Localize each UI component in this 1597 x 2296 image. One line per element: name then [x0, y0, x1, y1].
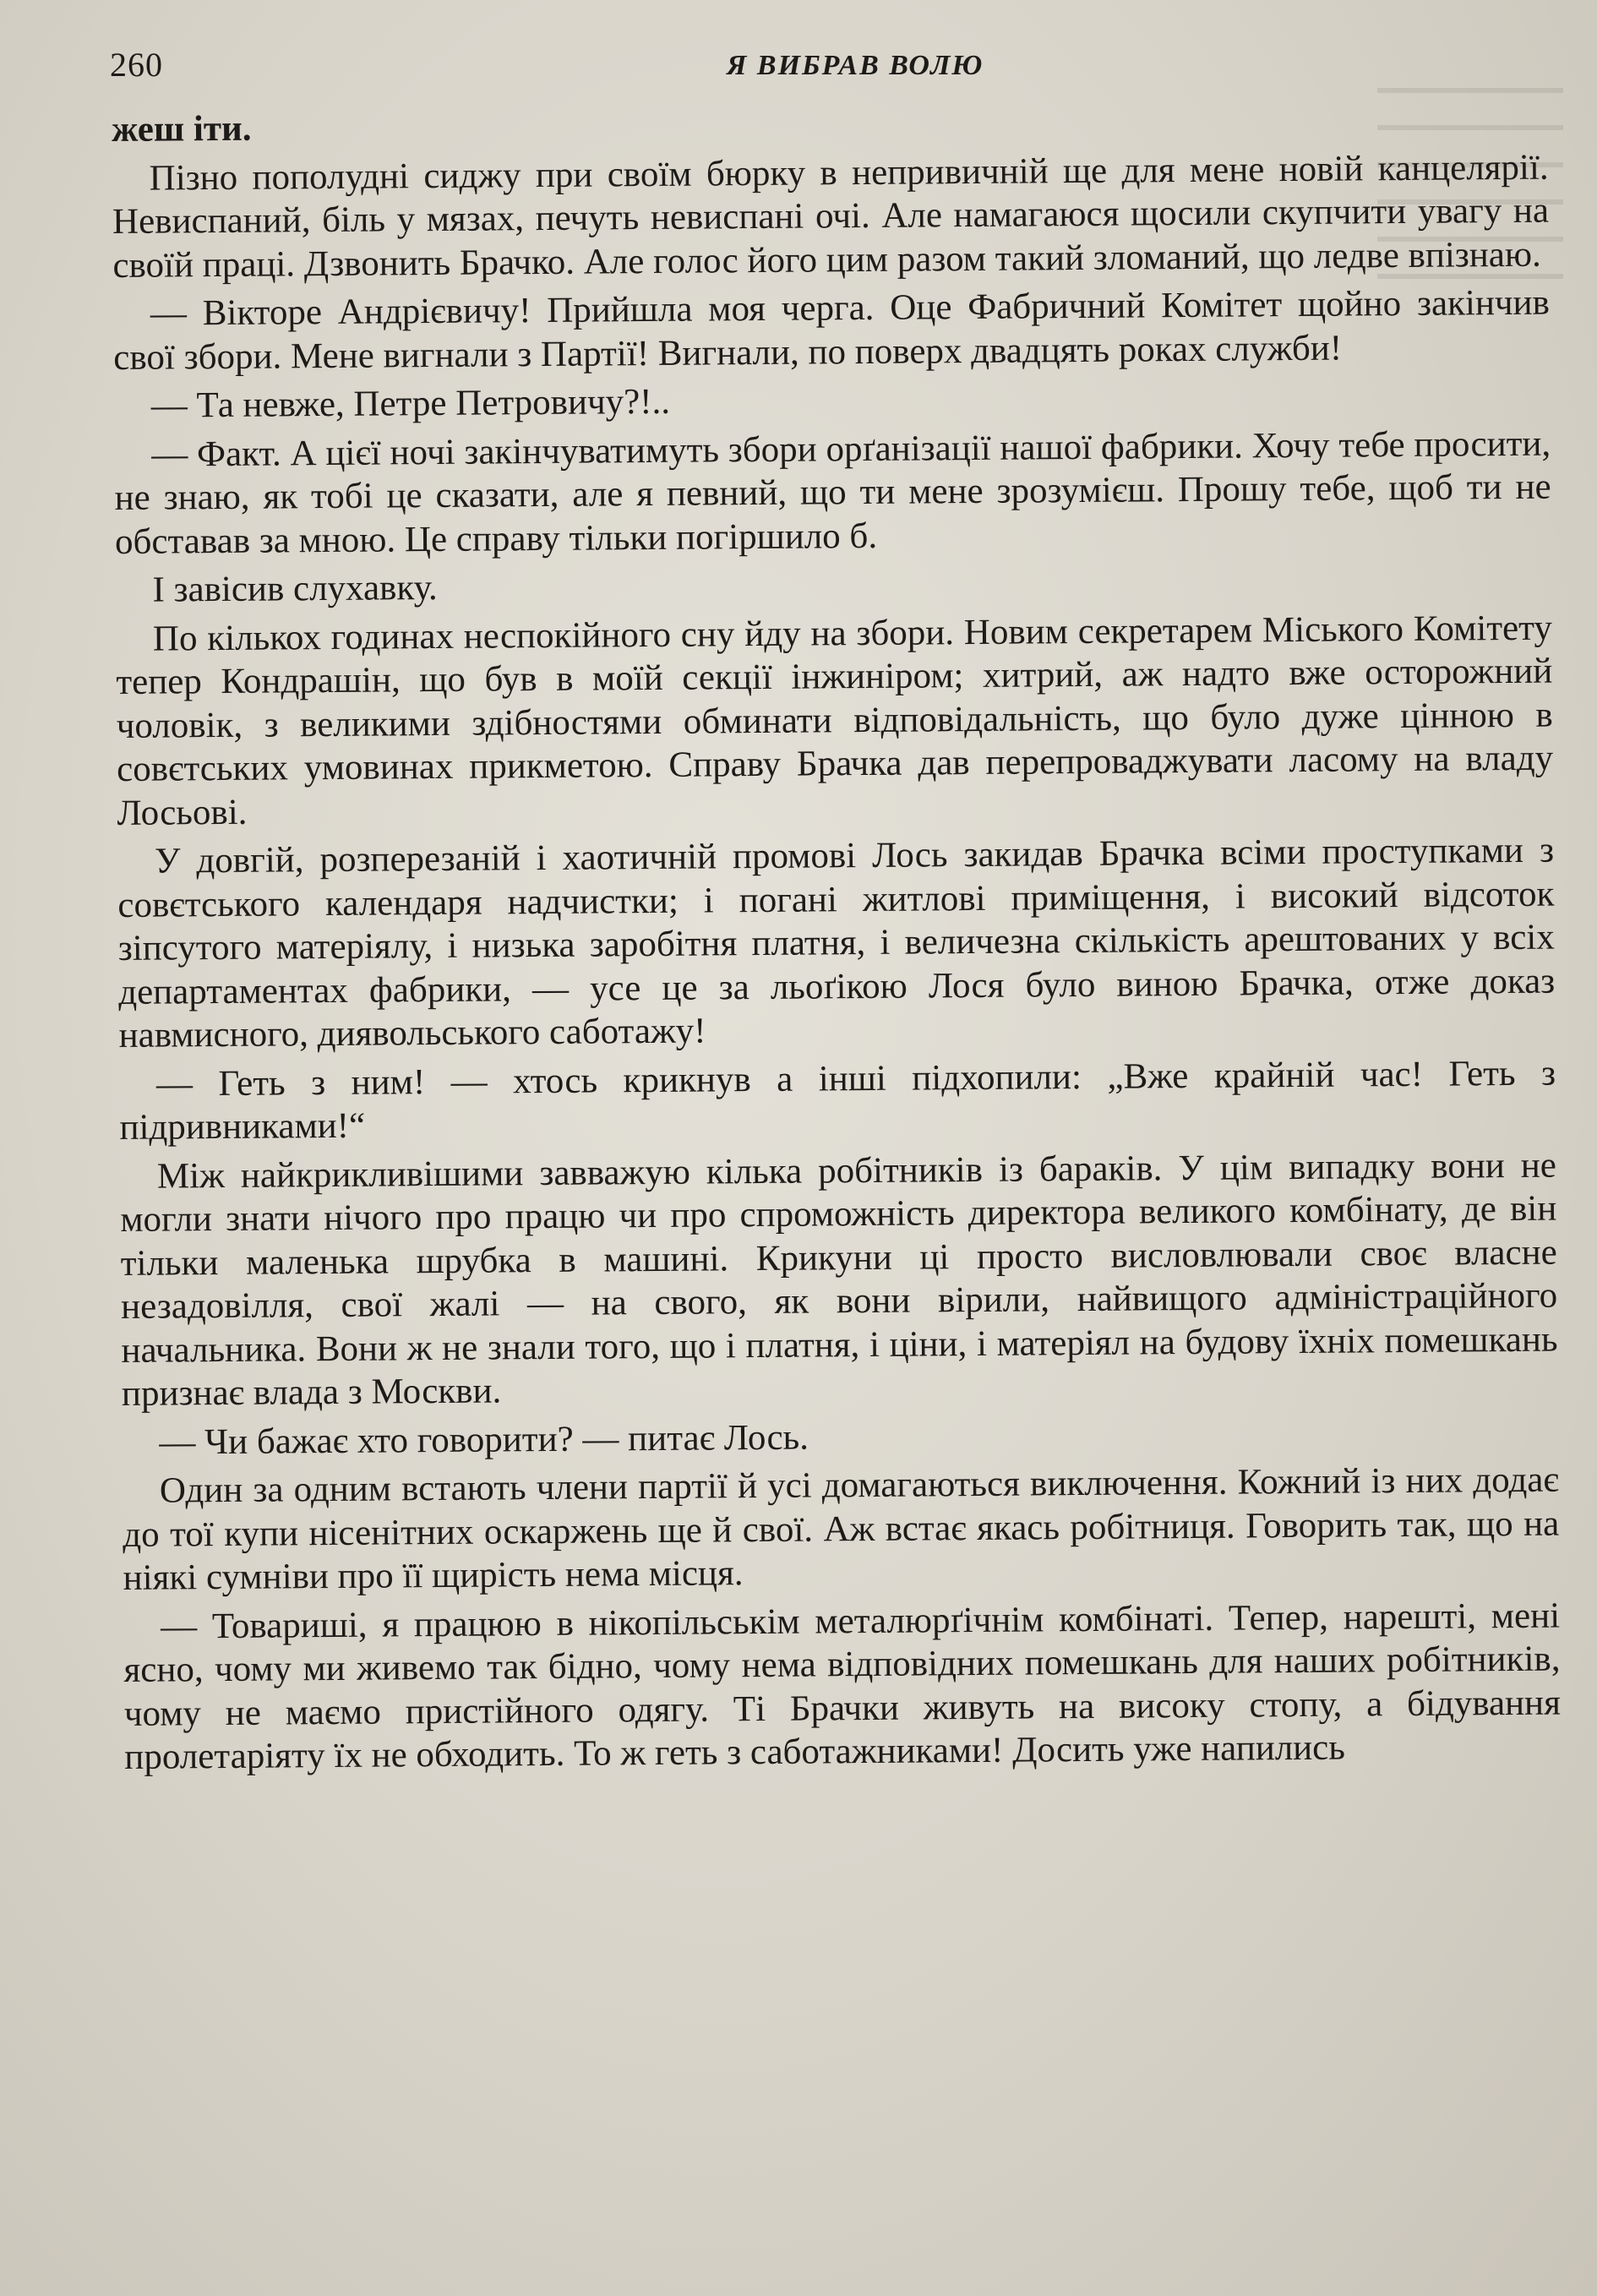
paragraph-dialogue: — Вікторе Андрієвичу! Прийшла моя черга. Оце Фабричний Комітет щойно закінчив свої збори. Мене вигнали з Партії! Вигнали, по поверх двадцять роках служби!: [113, 282, 1551, 378]
paragraph-dialogue: — Геть з ним! — хтось крикнув а інші підхопили: „Вже крайній час! Геть з підривниками!“: [119, 1053, 1556, 1148]
paragraph: Один за одним встають члени партії й усі домагаються виключення. Кожний із них додає до тої купи нісенітних оскаржень ще й свої. Аж встає якась робітниця. Говорить так, що на ніякі сумніви про її щирість нема місця.: [123, 1459, 1560, 1598]
paragraph: По кількох годинах неспокійного сну йду на збори. Новим секретарем Міського Комітету тепер Кондрашін, що був в моїй секції інжиніром; хитрий, аж надто вже осторожний чоловік, з великими здібностями обминати відповідальність, що було дуже цінною в совєтських умовинах прикметою. Справу Брачка дав перепроваджувати ласому на владу Лосьові.: [116, 608, 1554, 833]
body-text: [112, 97, 1562, 1785]
paragraph-continuation: жеш іти.: [112, 108, 252, 150]
paragraph-dialogue: — Та невже, Петре Петровичу?!..: [150, 381, 671, 426]
paragraph-dialogue: — Товариші, я працюю в нікопільськім металюрґічнім комбінаті. Тепер, нарешті, мені ясно, чому ми живемо так бідно, чому нема відповідних помешкань для наших робітників, чому не маємо пристійного одягу. Ті Брачки живуть на високу стопу, а бідування пролетаріяту їх не обходить. То ж геть з саботажниками! Досить уже напились: [123, 1595, 1562, 1777]
paragraph: У довгій, розперезаній і хаотичній промові Лось закидав Брачка всіми проступками з совєтського календаря надчистки; і погані житлові приміщення, і високий відсоток зіпсутого матеріялу, і низька заробітня платня, і величезна скількість арештованих у всіх департаментах фабрики, — усе це за льоґікою Лося було виною Брачка, отже доказ навмисного, диявольського саботажу!: [117, 830, 1556, 1055]
page-header: [110, 44, 1546, 95]
paragraph-dialogue: — Чи бажає хто говорити? — питає Лось.: [159, 1417, 809, 1463]
page-number: 260: [110, 46, 163, 84]
paragraph: І завісив слухавку.: [152, 567, 438, 610]
running-title: Я ВИБРАВ ВОЛЮ: [727, 50, 984, 81]
paragraph-dialogue: — Факт. А цієї ночі закінчуватимуть збори орґанізації нашої фабрики. Хочу тебе просити, не знаю, як тобі це сказати, але я певний, що ти мене зрозумієш. Прошу тебе, щоб ти не обставав за мною. Це справу тільки погіршило б.: [114, 423, 1551, 562]
paragraph: Пізно пополудні сиджу при своїм бюрку в непривичній ще для мене новій канцелярії. Невиспаний, біль у мязах, печуть невиспані очі. Але намагаюся щосили скупчити увагу на своїй праці. Дзвонить Брачко. Але голос його цим разом такий зломаний, що ледве впізнаю.: [112, 147, 1550, 286]
paragraph: Між найкрикливішими завважую кілька робітників із бараків. У цім випадку вони не могли знати нічого про працю чи про спроможність директора великого комбінату, де він тільки маленька шрубка в машині. Крикуни ці просто висловлювали своє власне незадовілля, свої жалі — на свого, як вони вірили, найвищого адміністраційного начальника. Вони ж не знали того, що і платня, і ціни, і матеріял на будову їхніх помешкань признає влада з Москви.: [120, 1145, 1558, 1414]
